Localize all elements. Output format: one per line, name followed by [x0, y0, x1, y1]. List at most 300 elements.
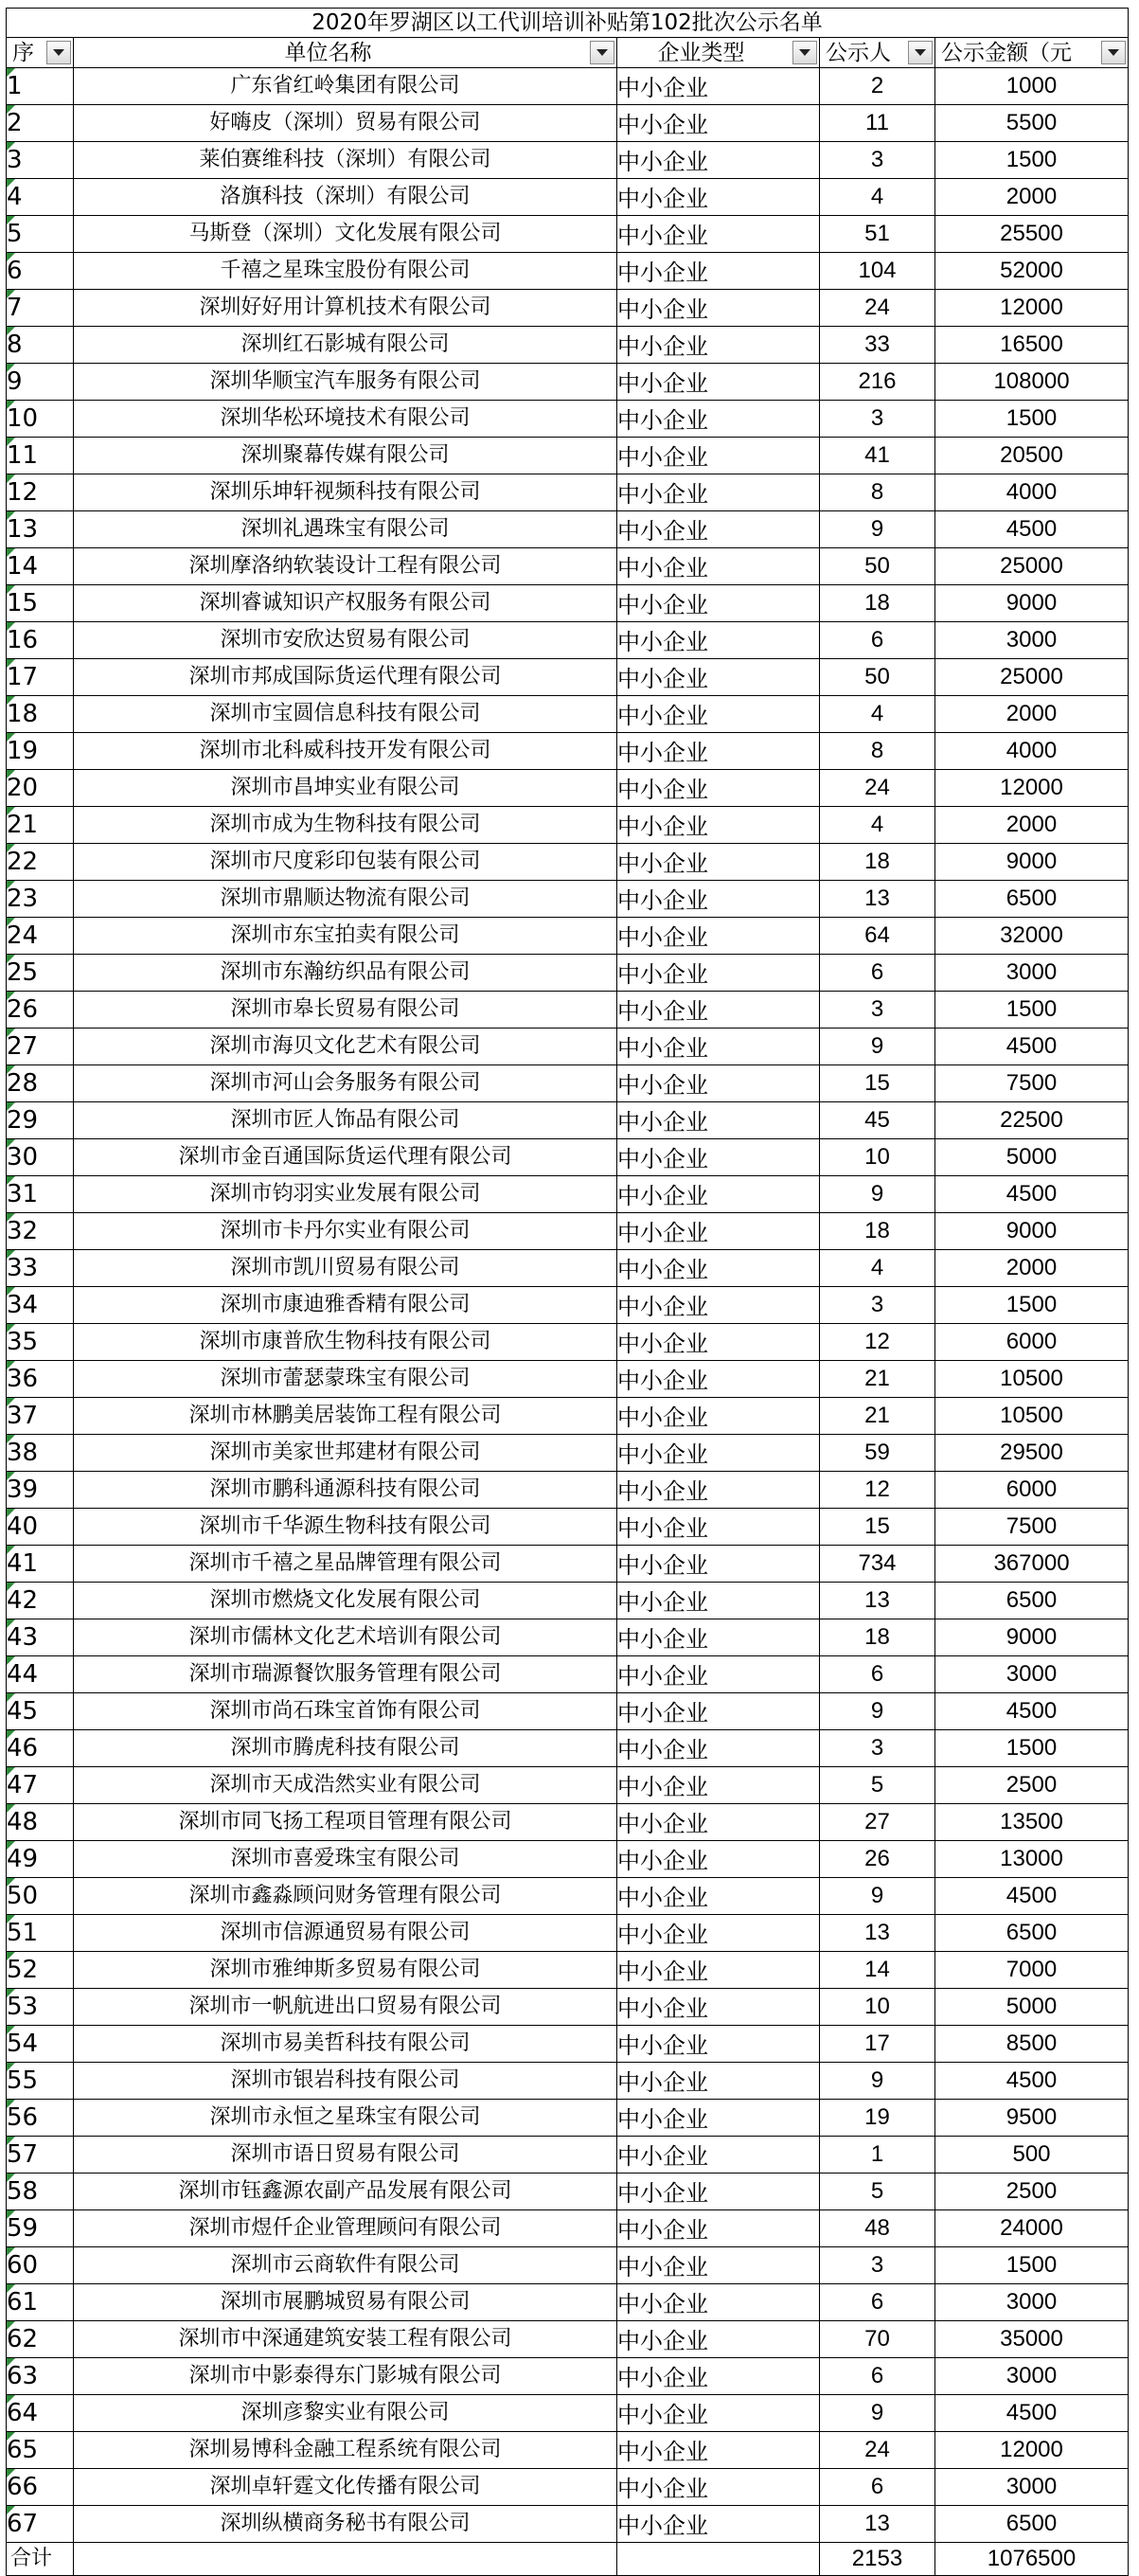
subsidy-amount[interactable]: 6500 [935, 881, 1129, 918]
filter-dropdown-icon[interactable] [46, 41, 71, 64]
people-count[interactable]: 48 [820, 2210, 935, 2247]
company-name[interactable]: 深圳市雅绅斯多贸易有限公司 [74, 1952, 617, 1989]
subsidy-amount[interactable]: 32000 [935, 918, 1129, 955]
company-name[interactable]: 深圳市信源通贸易有限公司 [74, 1915, 617, 1952]
company-name[interactable]: 深圳市云商软件有限公司 [74, 2247, 617, 2284]
people-count[interactable]: 13 [820, 1583, 935, 1619]
company-type[interactable]: 中小企业 [617, 955, 820, 992]
company-type[interactable]: 中小企业 [617, 1509, 820, 1546]
company-type[interactable]: 中小企业 [617, 1952, 820, 1989]
row-seq[interactable]: 59 [7, 2210, 74, 2247]
subsidy-amount[interactable]: 22500 [935, 1102, 1129, 1139]
people-count[interactable]: 9 [820, 1878, 935, 1915]
row-seq[interactable]: 1 [7, 68, 74, 105]
subsidy-amount[interactable]: 1500 [935, 142, 1129, 179]
people-count[interactable]: 9 [820, 2395, 935, 2432]
row-seq[interactable]: 19 [7, 733, 74, 770]
people-count[interactable]: 19 [820, 2100, 935, 2137]
people-count[interactable]: 10 [820, 1989, 935, 2026]
people-count[interactable]: 59 [820, 1435, 935, 1472]
company-type[interactable]: 中小企业 [617, 2247, 820, 2284]
subsidy-amount[interactable]: 4500 [935, 1693, 1129, 1730]
people-count[interactable]: 13 [820, 881, 935, 918]
company-type[interactable]: 中小企业 [617, 142, 820, 179]
company-type[interactable]: 中小企业 [617, 474, 820, 511]
row-seq[interactable]: 23 [7, 881, 74, 918]
subsidy-amount[interactable]: 3000 [935, 1656, 1129, 1693]
subsidy-amount[interactable]: 29500 [935, 1435, 1129, 1472]
subsidy-amount[interactable]: 2000 [935, 179, 1129, 216]
company-name[interactable]: 深圳市鑫淼顾问财务管理有限公司 [74, 1878, 617, 1915]
people-count[interactable]: 14 [820, 1952, 935, 1989]
filter-dropdown-icon[interactable] [908, 41, 933, 64]
company-type[interactable]: 中小企业 [617, 1546, 820, 1583]
people-count[interactable]: 24 [820, 2432, 935, 2469]
people-count[interactable]: 4 [820, 807, 935, 844]
row-seq[interactable]: 63 [7, 2358, 74, 2395]
subsidy-amount[interactable]: 13000 [935, 1841, 1129, 1878]
company-type[interactable]: 中小企业 [617, 2210, 820, 2247]
company-name[interactable]: 深圳市金百通国际货运代理有限公司 [74, 1139, 617, 1176]
subsidy-amount[interactable]: 2000 [935, 1250, 1129, 1287]
row-seq[interactable]: 37 [7, 1398, 74, 1435]
people-count[interactable]: 4 [820, 696, 935, 733]
company-type[interactable]: 中小企业 [617, 438, 820, 474]
people-count[interactable]: 50 [820, 548, 935, 585]
company-name[interactable]: 深圳市蕾瑟蒙珠宝有限公司 [74, 1361, 617, 1398]
company-type[interactable]: 中小企业 [617, 1250, 820, 1287]
company-type[interactable]: 中小企业 [617, 327, 820, 364]
people-count[interactable]: 6 [820, 1656, 935, 1693]
company-type[interactable]: 中小企业 [617, 2174, 820, 2210]
company-type[interactable]: 中小企业 [617, 511, 820, 548]
people-count[interactable]: 8 [820, 733, 935, 770]
subsidy-amount[interactable]: 1500 [935, 1287, 1129, 1324]
subsidy-amount[interactable]: 24000 [935, 2210, 1129, 2247]
row-seq[interactable]: 17 [7, 659, 74, 696]
row-seq[interactable]: 33 [7, 1250, 74, 1287]
people-count[interactable]: 9 [820, 1029, 935, 1065]
company-type[interactable]: 中小企业 [617, 105, 820, 142]
people-count[interactable]: 9 [820, 2063, 935, 2100]
row-seq[interactable]: 21 [7, 807, 74, 844]
row-seq[interactable]: 5 [7, 216, 74, 253]
row-seq[interactable]: 34 [7, 1287, 74, 1324]
company-type[interactable]: 中小企业 [617, 770, 820, 807]
subsidy-amount[interactable]: 9000 [935, 844, 1129, 881]
company-type[interactable]: 中小企业 [617, 1583, 820, 1619]
subsidy-amount[interactable]: 9000 [935, 585, 1129, 622]
row-seq[interactable]: 48 [7, 1804, 74, 1841]
company-name[interactable]: 深圳市安欣达贸易有限公司 [74, 622, 617, 659]
company-type[interactable]: 中小企业 [617, 1176, 820, 1213]
company-name[interactable]: 深圳市易美哲科技有限公司 [74, 2026, 617, 2063]
subsidy-amount[interactable]: 10500 [935, 1361, 1129, 1398]
subsidy-amount[interactable]: 7500 [935, 1065, 1129, 1102]
row-seq[interactable]: 22 [7, 844, 74, 881]
people-count[interactable]: 6 [820, 2358, 935, 2395]
row-seq[interactable]: 45 [7, 1693, 74, 1730]
people-count[interactable]: 33 [820, 327, 935, 364]
company-type[interactable]: 中小企业 [617, 807, 820, 844]
company-type[interactable]: 中小企业 [617, 733, 820, 770]
company-name[interactable]: 深圳市瑞源餐饮服务管理有限公司 [74, 1656, 617, 1693]
row-seq[interactable]: 43 [7, 1619, 74, 1656]
subsidy-amount[interactable]: 6500 [935, 1583, 1129, 1619]
row-seq[interactable]: 26 [7, 992, 74, 1029]
row-seq[interactable]: 64 [7, 2395, 74, 2432]
people-count[interactable]: 4 [820, 179, 935, 216]
row-seq[interactable]: 39 [7, 1472, 74, 1509]
company-name[interactable]: 深圳纵横商务秘书有限公司 [74, 2506, 617, 2543]
company-name[interactable]: 深圳乐坤轩视频科技有限公司 [74, 474, 617, 511]
company-type[interactable]: 中小企业 [617, 1989, 820, 2026]
subsidy-amount[interactable]: 9000 [935, 1213, 1129, 1250]
company-name[interactable]: 深圳市中影泰得东门影城有限公司 [74, 2358, 617, 2395]
row-seq[interactable]: 67 [7, 2506, 74, 2543]
company-type[interactable]: 中小企业 [617, 2284, 820, 2321]
row-seq[interactable]: 9 [7, 364, 74, 401]
people-count[interactable]: 21 [820, 1361, 935, 1398]
company-name[interactable]: 莱伯赛维科技（深圳）有限公司 [74, 142, 617, 179]
company-type[interactable]: 中小企业 [617, 364, 820, 401]
row-seq[interactable]: 12 [7, 474, 74, 511]
people-count[interactable]: 70 [820, 2321, 935, 2358]
company-name[interactable]: 深圳市天成浩然实业有限公司 [74, 1767, 617, 1804]
row-seq[interactable]: 66 [7, 2469, 74, 2506]
company-name[interactable]: 深圳市凯川贸易有限公司 [74, 1250, 617, 1287]
company-name[interactable]: 深圳市喜爱珠宝有限公司 [74, 1841, 617, 1878]
row-seq[interactable]: 4 [7, 179, 74, 216]
row-seq[interactable]: 47 [7, 1767, 74, 1804]
company-name[interactable]: 深圳礼遇珠宝有限公司 [74, 511, 617, 548]
company-name[interactable]: 深圳睿诚知识产权服务有限公司 [74, 585, 617, 622]
people-count[interactable]: 18 [820, 1213, 935, 1250]
filter-dropdown-icon[interactable] [1101, 41, 1126, 64]
company-type[interactable]: 中小企业 [617, 1804, 820, 1841]
company-type[interactable]: 中小企业 [617, 1693, 820, 1730]
subsidy-amount[interactable]: 1000 [935, 68, 1129, 105]
total-label[interactable]: 合计 [7, 2543, 74, 2576]
row-seq[interactable]: 55 [7, 2063, 74, 2100]
row-seq[interactable]: 40 [7, 1509, 74, 1546]
company-type[interactable]: 中小企业 [617, 548, 820, 585]
row-seq[interactable]: 54 [7, 2026, 74, 2063]
company-type[interactable]: 中小企业 [617, 1361, 820, 1398]
company-name[interactable]: 深圳彦黎实业有限公司 [74, 2395, 617, 2432]
company-name[interactable]: 深圳市康普欣生物科技有限公司 [74, 1324, 617, 1361]
company-type[interactable]: 中小企业 [617, 696, 820, 733]
company-name[interactable]: 深圳市鹏科通源科技有限公司 [74, 1472, 617, 1509]
company-type[interactable]: 中小企业 [617, 216, 820, 253]
row-seq[interactable]: 51 [7, 1915, 74, 1952]
people-count[interactable]: 3 [820, 992, 935, 1029]
company-type[interactable]: 中小企业 [617, 1472, 820, 1509]
company-name[interactable]: 深圳市匠人饰品有限公司 [74, 1102, 617, 1139]
filter-dropdown-icon[interactable] [590, 41, 614, 64]
people-count[interactable]: 27 [820, 1804, 935, 1841]
subsidy-amount[interactable]: 4500 [935, 1176, 1129, 1213]
company-name[interactable]: 深圳红石影城有限公司 [74, 327, 617, 364]
people-count[interactable]: 64 [820, 918, 935, 955]
company-name[interactable]: 好嗨皮（深圳）贸易有限公司 [74, 105, 617, 142]
row-seq[interactable]: 62 [7, 2321, 74, 2358]
company-name[interactable]: 深圳市河山会务服务有限公司 [74, 1065, 617, 1102]
company-name[interactable]: 深圳市同飞扬工程项目管理有限公司 [74, 1804, 617, 1841]
company-type[interactable]: 中小企业 [617, 1102, 820, 1139]
company-type[interactable]: 中小企业 [617, 1139, 820, 1176]
company-type[interactable]: 中小企业 [617, 2395, 820, 2432]
company-type[interactable]: 中小企业 [617, 401, 820, 438]
people-count[interactable]: 9 [820, 511, 935, 548]
company-name[interactable]: 深圳市煜仟企业管理顾问有限公司 [74, 2210, 617, 2247]
company-type[interactable]: 中小企业 [617, 881, 820, 918]
row-seq[interactable]: 36 [7, 1361, 74, 1398]
subsidy-amount[interactable]: 7000 [935, 1952, 1129, 1989]
company-type[interactable]: 中小企业 [617, 1767, 820, 1804]
subsidy-amount[interactable]: 5000 [935, 1139, 1129, 1176]
row-seq[interactable]: 16 [7, 622, 74, 659]
row-seq[interactable]: 24 [7, 918, 74, 955]
company-name[interactable]: 深圳市展鹏城贸易有限公司 [74, 2284, 617, 2321]
subsidy-amount[interactable]: 5000 [935, 1989, 1129, 2026]
row-seq[interactable]: 13 [7, 511, 74, 548]
subsidy-amount[interactable]: 25000 [935, 659, 1129, 696]
subsidy-amount[interactable]: 3000 [935, 2469, 1129, 2506]
company-type[interactable]: 中小企业 [617, 2432, 820, 2469]
row-seq[interactable]: 8 [7, 327, 74, 364]
company-type[interactable]: 中小企业 [617, 844, 820, 881]
subsidy-amount[interactable]: 3000 [935, 955, 1129, 992]
company-type[interactable]: 中小企业 [617, 2026, 820, 2063]
row-seq[interactable]: 30 [7, 1139, 74, 1176]
company-type[interactable]: 中小企业 [617, 1841, 820, 1878]
company-type[interactable]: 中小企业 [617, 585, 820, 622]
company-type[interactable]: 中小企业 [617, 2469, 820, 2506]
company-type[interactable]: 中小企业 [617, 2063, 820, 2100]
company-name[interactable]: 深圳市腾虎科技有限公司 [74, 1730, 617, 1767]
company-type[interactable]: 中小企业 [617, 1915, 820, 1952]
people-count[interactable]: 26 [820, 1841, 935, 1878]
subsidy-amount[interactable]: 12000 [935, 290, 1129, 327]
subsidy-amount[interactable]: 8500 [935, 2026, 1129, 2063]
row-seq[interactable]: 7 [7, 290, 74, 327]
subsidy-amount[interactable]: 3000 [935, 2358, 1129, 2395]
company-name[interactable]: 深圳市邦成国际货运代理有限公司 [74, 659, 617, 696]
row-seq[interactable]: 10 [7, 401, 74, 438]
subsidy-amount[interactable]: 12000 [935, 2432, 1129, 2469]
people-count[interactable]: 41 [820, 438, 935, 474]
row-seq[interactable]: 41 [7, 1546, 74, 1583]
company-name[interactable]: 深圳市东宝拍卖有限公司 [74, 918, 617, 955]
people-count[interactable]: 3 [820, 1287, 935, 1324]
subsidy-amount[interactable]: 6500 [935, 2506, 1129, 2543]
company-name[interactable]: 深圳市美家世邦建材有限公司 [74, 1435, 617, 1472]
people-count[interactable]: 9 [820, 1693, 935, 1730]
subsidy-amount[interactable]: 4000 [935, 474, 1129, 511]
people-count[interactable]: 18 [820, 1619, 935, 1656]
people-count[interactable]: 5 [820, 2174, 935, 2210]
subsidy-amount[interactable]: 10500 [935, 1398, 1129, 1435]
row-seq[interactable]: 11 [7, 438, 74, 474]
company-name[interactable]: 深圳市东瀚纺织品有限公司 [74, 955, 617, 992]
people-count[interactable]: 15 [820, 1065, 935, 1102]
company-type[interactable]: 中小企业 [617, 1435, 820, 1472]
people-count[interactable]: 9 [820, 1176, 935, 1213]
people-count[interactable]: 104 [820, 253, 935, 290]
people-count[interactable]: 5 [820, 1767, 935, 1804]
row-seq[interactable]: 46 [7, 1730, 74, 1767]
company-name[interactable]: 千禧之星珠宝股份有限公司 [74, 253, 617, 290]
company-name[interactable]: 深圳市宝圆信息科技有限公司 [74, 696, 617, 733]
people-count[interactable]: 6 [820, 622, 935, 659]
subsidy-amount[interactable]: 1500 [935, 992, 1129, 1029]
company-type[interactable]: 中小企业 [617, 290, 820, 327]
row-seq[interactable]: 53 [7, 1989, 74, 2026]
row-seq[interactable]: 52 [7, 1952, 74, 1989]
company-type[interactable]: 中小企业 [617, 1324, 820, 1361]
total-empty-cell[interactable] [74, 2543, 617, 2576]
company-name[interactable]: 深圳易博科金融工程系统有限公司 [74, 2432, 617, 2469]
row-seq[interactable]: 32 [7, 1213, 74, 1250]
subsidy-amount[interactable]: 4500 [935, 511, 1129, 548]
subsidy-amount[interactable]: 6000 [935, 1472, 1129, 1509]
company-name[interactable]: 深圳市钧羽实业发展有限公司 [74, 1176, 617, 1213]
people-count[interactable]: 4 [820, 1250, 935, 1287]
company-name[interactable]: 深圳卓轩霆文化传播有限公司 [74, 2469, 617, 2506]
people-count[interactable]: 51 [820, 216, 935, 253]
row-seq[interactable]: 20 [7, 770, 74, 807]
row-seq[interactable]: 18 [7, 696, 74, 733]
people-count[interactable]: 50 [820, 659, 935, 696]
row-seq[interactable]: 25 [7, 955, 74, 992]
subsidy-amount[interactable]: 1500 [935, 2247, 1129, 2284]
subsidy-amount[interactable]: 12000 [935, 770, 1129, 807]
row-seq[interactable]: 56 [7, 2100, 74, 2137]
people-count[interactable]: 12 [820, 1324, 935, 1361]
people-count[interactable]: 17 [820, 2026, 935, 2063]
company-type[interactable]: 中小企业 [617, 253, 820, 290]
company-name[interactable]: 深圳好好用计算机技术有限公司 [74, 290, 617, 327]
company-type[interactable]: 中小企业 [617, 1878, 820, 1915]
company-name[interactable]: 洛旗科技（深圳）有限公司 [74, 179, 617, 216]
company-name[interactable]: 深圳市林鹏美居装饰工程有限公司 [74, 1398, 617, 1435]
people-count[interactable]: 216 [820, 364, 935, 401]
company-name[interactable]: 深圳聚幕传媒有限公司 [74, 438, 617, 474]
subsidy-amount[interactable]: 20500 [935, 438, 1129, 474]
row-seq[interactable]: 14 [7, 548, 74, 585]
subsidy-amount[interactable]: 1500 [935, 401, 1129, 438]
company-type[interactable]: 中小企业 [617, 918, 820, 955]
people-count[interactable]: 1 [820, 2137, 935, 2174]
people-count[interactable]: 8 [820, 474, 935, 511]
row-seq[interactable]: 61 [7, 2284, 74, 2321]
row-seq[interactable]: 35 [7, 1324, 74, 1361]
people-count[interactable]: 21 [820, 1398, 935, 1435]
people-count[interactable]: 18 [820, 844, 935, 881]
people-count[interactable]: 12 [820, 1472, 935, 1509]
row-seq[interactable]: 31 [7, 1176, 74, 1213]
row-seq[interactable]: 27 [7, 1029, 74, 1065]
subsidy-amount[interactable]: 35000 [935, 2321, 1129, 2358]
company-name[interactable]: 深圳市千华源生物科技有限公司 [74, 1509, 617, 1546]
company-type[interactable]: 中小企业 [617, 2100, 820, 2137]
row-seq[interactable]: 50 [7, 1878, 74, 1915]
company-name[interactable]: 深圳市成为生物科技有限公司 [74, 807, 617, 844]
subsidy-amount[interactable]: 2500 [935, 2174, 1129, 2210]
subsidy-amount[interactable]: 4000 [935, 733, 1129, 770]
company-name[interactable]: 深圳市永恒之星珠宝有限公司 [74, 2100, 617, 2137]
subsidy-amount[interactable]: 5500 [935, 105, 1129, 142]
subsidy-amount[interactable]: 367000 [935, 1546, 1129, 1583]
subsidy-amount[interactable]: 2000 [935, 807, 1129, 844]
subsidy-amount[interactable]: 108000 [935, 364, 1129, 401]
subsidy-amount[interactable]: 9500 [935, 2100, 1129, 2137]
company-name[interactable]: 广东省红岭集团有限公司 [74, 68, 617, 105]
subsidy-amount[interactable]: 1500 [935, 1730, 1129, 1767]
company-type[interactable]: 中小企业 [617, 1065, 820, 1102]
company-type[interactable]: 中小企业 [617, 1656, 820, 1693]
subsidy-amount[interactable]: 6000 [935, 1324, 1129, 1361]
company-name[interactable]: 深圳市北科威科技开发有限公司 [74, 733, 617, 770]
company-name[interactable]: 深圳市尚石珠宝首饰有限公司 [74, 1693, 617, 1730]
row-seq[interactable]: 65 [7, 2432, 74, 2469]
total-amount[interactable]: 1076500 [935, 2543, 1129, 2576]
row-seq[interactable]: 60 [7, 2247, 74, 2284]
people-count[interactable]: 3 [820, 401, 935, 438]
company-name[interactable]: 深圳市银岩科技有限公司 [74, 2063, 617, 2100]
filter-dropdown-icon[interactable] [792, 41, 817, 64]
row-seq[interactable]: 2 [7, 105, 74, 142]
row-seq[interactable]: 29 [7, 1102, 74, 1139]
company-type[interactable]: 中小企业 [617, 659, 820, 696]
company-name[interactable]: 深圳市中深通建筑安装工程有限公司 [74, 2321, 617, 2358]
company-name[interactable]: 深圳市一帆航进出口贸易有限公司 [74, 1989, 617, 2026]
company-type[interactable]: 中小企业 [617, 2506, 820, 2543]
row-seq[interactable]: 57 [7, 2137, 74, 2174]
subsidy-amount[interactable]: 25000 [935, 548, 1129, 585]
row-seq[interactable]: 44 [7, 1656, 74, 1693]
row-seq[interactable]: 49 [7, 1841, 74, 1878]
subsidy-amount[interactable]: 13500 [935, 1804, 1129, 1841]
people-count[interactable]: 13 [820, 1915, 935, 1952]
company-name[interactable]: 深圳市语日贸易有限公司 [74, 2137, 617, 2174]
subsidy-amount[interactable]: 3000 [935, 2284, 1129, 2321]
company-type[interactable]: 中小企业 [617, 2137, 820, 2174]
people-count[interactable]: 24 [820, 290, 935, 327]
company-name[interactable]: 深圳市儒林文化艺术培训有限公司 [74, 1619, 617, 1656]
subsidy-amount[interactable]: 4500 [935, 2395, 1129, 2432]
people-count[interactable]: 24 [820, 770, 935, 807]
people-count[interactable]: 6 [820, 2284, 935, 2321]
company-type[interactable]: 中小企业 [617, 992, 820, 1029]
row-seq[interactable]: 6 [7, 253, 74, 290]
company-type[interactable]: 中小企业 [617, 1619, 820, 1656]
subsidy-amount[interactable]: 9000 [935, 1619, 1129, 1656]
company-name[interactable]: 深圳市燃烧文化发展有限公司 [74, 1583, 617, 1619]
company-type[interactable]: 中小企业 [617, 179, 820, 216]
company-name[interactable]: 马斯登（深圳）文化发展有限公司 [74, 216, 617, 253]
people-count[interactable]: 734 [820, 1546, 935, 1583]
row-seq[interactable]: 38 [7, 1435, 74, 1472]
row-seq[interactable]: 3 [7, 142, 74, 179]
subsidy-amount[interactable]: 52000 [935, 253, 1129, 290]
row-seq[interactable]: 58 [7, 2174, 74, 2210]
company-type[interactable]: 中小企业 [617, 1287, 820, 1324]
subsidy-amount[interactable]: 4500 [935, 1878, 1129, 1915]
row-seq[interactable]: 42 [7, 1583, 74, 1619]
company-name[interactable]: 深圳市海贝文化艺术有限公司 [74, 1029, 617, 1065]
